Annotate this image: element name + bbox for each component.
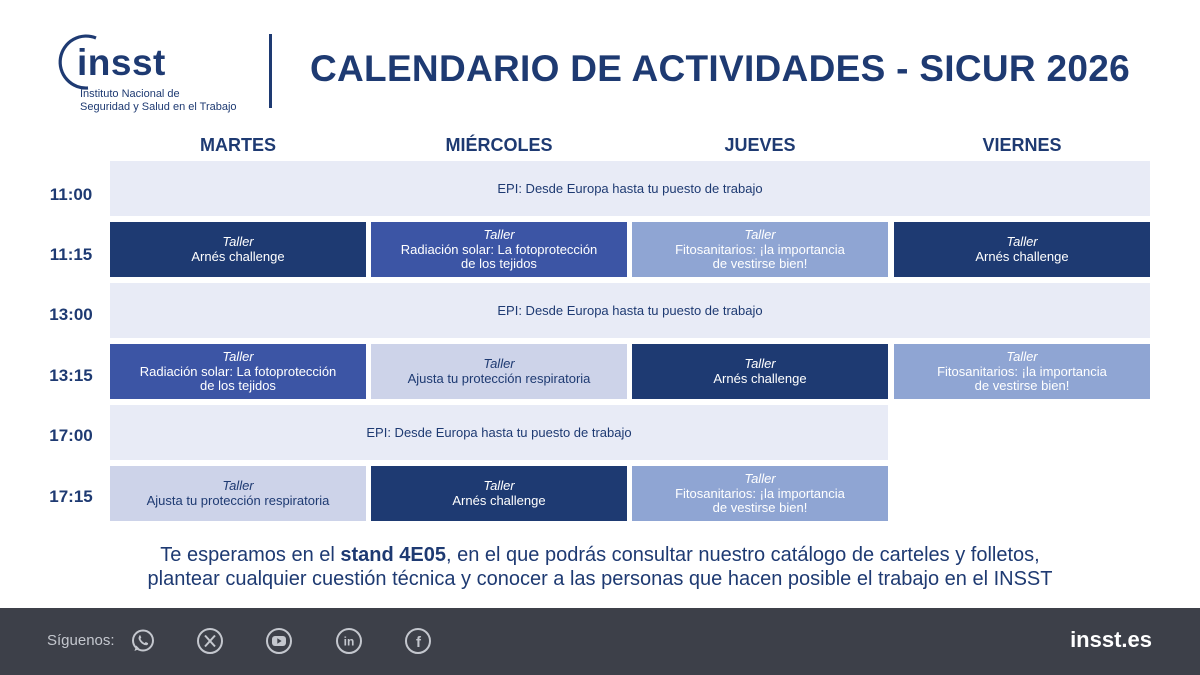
activity-title-line1: Radiación solar: La fotoprotección bbox=[139, 364, 337, 379]
schedule-cell-miercoles-1115 bbox=[371, 222, 627, 277]
activity-type: Taller bbox=[1006, 234, 1038, 249]
activity-type: Taller bbox=[1006, 349, 1038, 364]
day-header-jueves: JUEVES bbox=[724, 135, 796, 155]
stand-message-line2: plantear cualquier cuestión técnica y conocer a las personas que hacen posible el trabajo en el INSST bbox=[147, 568, 1053, 590]
activity-type: Taller bbox=[222, 478, 254, 493]
activity-title-line1: Fitosanitarios: ¡la importancia bbox=[675, 486, 845, 501]
page-title: CALENDARIO DE ACTIVIDADES - SICUR 2026 bbox=[310, 48, 1131, 89]
activity-title: Arnés challenge bbox=[713, 371, 807, 386]
activity-title: Arnés challenge bbox=[452, 493, 546, 508]
svg-text:in: in bbox=[343, 634, 355, 649]
schedule-cell-viernes-1315 bbox=[894, 344, 1150, 399]
activity-title-line2: de vestirse bien! bbox=[712, 500, 808, 515]
activity-type: Taller bbox=[222, 234, 254, 249]
activity-title: EPI: Desde Europa hasta tu puesto de trabajo bbox=[366, 424, 632, 440]
activity-title: EPI: Desde Europa hasta tu puesto de trabajo bbox=[497, 302, 763, 318]
logo-subtitle-line1: Instituto Nacional de bbox=[80, 88, 180, 100]
schedule-cell-epi-1100 bbox=[110, 161, 1150, 216]
time-label-1300: 13:00 bbox=[49, 305, 93, 324]
activity-type: Taller bbox=[744, 356, 776, 371]
time-label-1700: 17:00 bbox=[49, 426, 93, 445]
follow-label: Síguenos: bbox=[47, 632, 115, 649]
time-label-1315: 13:15 bbox=[49, 366, 93, 385]
activity-title-line2: de los tejidos bbox=[461, 256, 537, 271]
schedule-cell-epi-1300 bbox=[110, 283, 1150, 338]
header-divider bbox=[269, 34, 272, 108]
activity-title: Arnés challenge bbox=[191, 249, 285, 264]
whatsapp-icon[interactable] bbox=[129, 627, 157, 655]
stand-message bbox=[60, 543, 1140, 591]
schedule-cell-miercoles-1715 bbox=[371, 466, 627, 521]
activity-title: Ajusta tu protección respiratoria bbox=[407, 371, 591, 386]
activity-type: Taller bbox=[744, 227, 776, 242]
message-text: Te esperamos en el bbox=[160, 544, 341, 566]
schedule-cell-epi-1700 bbox=[110, 405, 888, 460]
activity-type: Taller bbox=[222, 349, 254, 364]
activity-title: EPI: Desde Europa hasta tu puesto de trabajo bbox=[497, 180, 763, 196]
logo-wordmark: insst bbox=[77, 42, 166, 83]
insst-logo bbox=[50, 28, 260, 113]
youtube-icon[interactable] bbox=[265, 627, 293, 655]
svg-text:f: f bbox=[416, 634, 421, 651]
activity-title: Arnés challenge bbox=[975, 249, 1069, 264]
day-header-martes: MARTES bbox=[200, 135, 276, 155]
website-link[interactable]: insst.es bbox=[1070, 627, 1152, 652]
activity-type: Taller bbox=[744, 471, 776, 486]
schedule-cell-jueves-1115 bbox=[632, 222, 888, 277]
footer bbox=[0, 608, 1200, 675]
activity-title-line2: de vestirse bien! bbox=[974, 378, 1070, 393]
activity-title-line2: de vestirse bien! bbox=[712, 256, 808, 271]
activity-type: Taller bbox=[483, 356, 515, 371]
activity-title-line1: Fitosanitarios: ¡la importancia bbox=[937, 364, 1107, 379]
activity-title-line1: Radiación solar: La fotoprotección bbox=[400, 242, 598, 257]
linkedin-icon[interactable] bbox=[335, 627, 363, 655]
day-header-miercoles: MIÉRCOLES bbox=[445, 135, 553, 155]
schedule-cell-martes-1115 bbox=[110, 222, 366, 277]
stand-message-line1 bbox=[60, 543, 1140, 567]
activity-type: Taller bbox=[483, 227, 515, 242]
stand-number: stand 4E05 bbox=[340, 544, 446, 566]
schedule-cell-martes-1715 bbox=[110, 466, 366, 521]
time-label-1715: 17:15 bbox=[49, 487, 93, 506]
facebook-icon[interactable] bbox=[404, 627, 432, 655]
logo-subtitle bbox=[80, 88, 237, 114]
time-label-1100: 11:00 bbox=[49, 185, 93, 204]
activity-title-line1: Fitosanitarios: ¡la importancia bbox=[675, 242, 845, 257]
day-header-viernes: VIERNES bbox=[982, 135, 1062, 155]
schedule-cell-viernes-1115 bbox=[894, 222, 1150, 277]
schedule-cell-martes-1315 bbox=[110, 344, 366, 399]
schedule-cell-jueves-1715 bbox=[632, 466, 888, 521]
message-text: , en el que podrás consultar nuestro catálogo de carteles y folletos, bbox=[446, 544, 1040, 566]
activity-title: Ajusta tu protección respiratoria bbox=[146, 493, 330, 508]
logo-subtitle-line2: Seguridad y Salud en el Trabajo bbox=[80, 101, 237, 113]
schedule-cell-miercoles-1315 bbox=[371, 344, 627, 399]
activity-title-line2: de los tejidos bbox=[200, 378, 276, 393]
schedule-cell-jueves-1315 bbox=[632, 344, 888, 399]
time-label-1115: 11:15 bbox=[49, 245, 93, 264]
activity-type: Taller bbox=[483, 478, 515, 493]
x-icon[interactable] bbox=[196, 627, 224, 655]
